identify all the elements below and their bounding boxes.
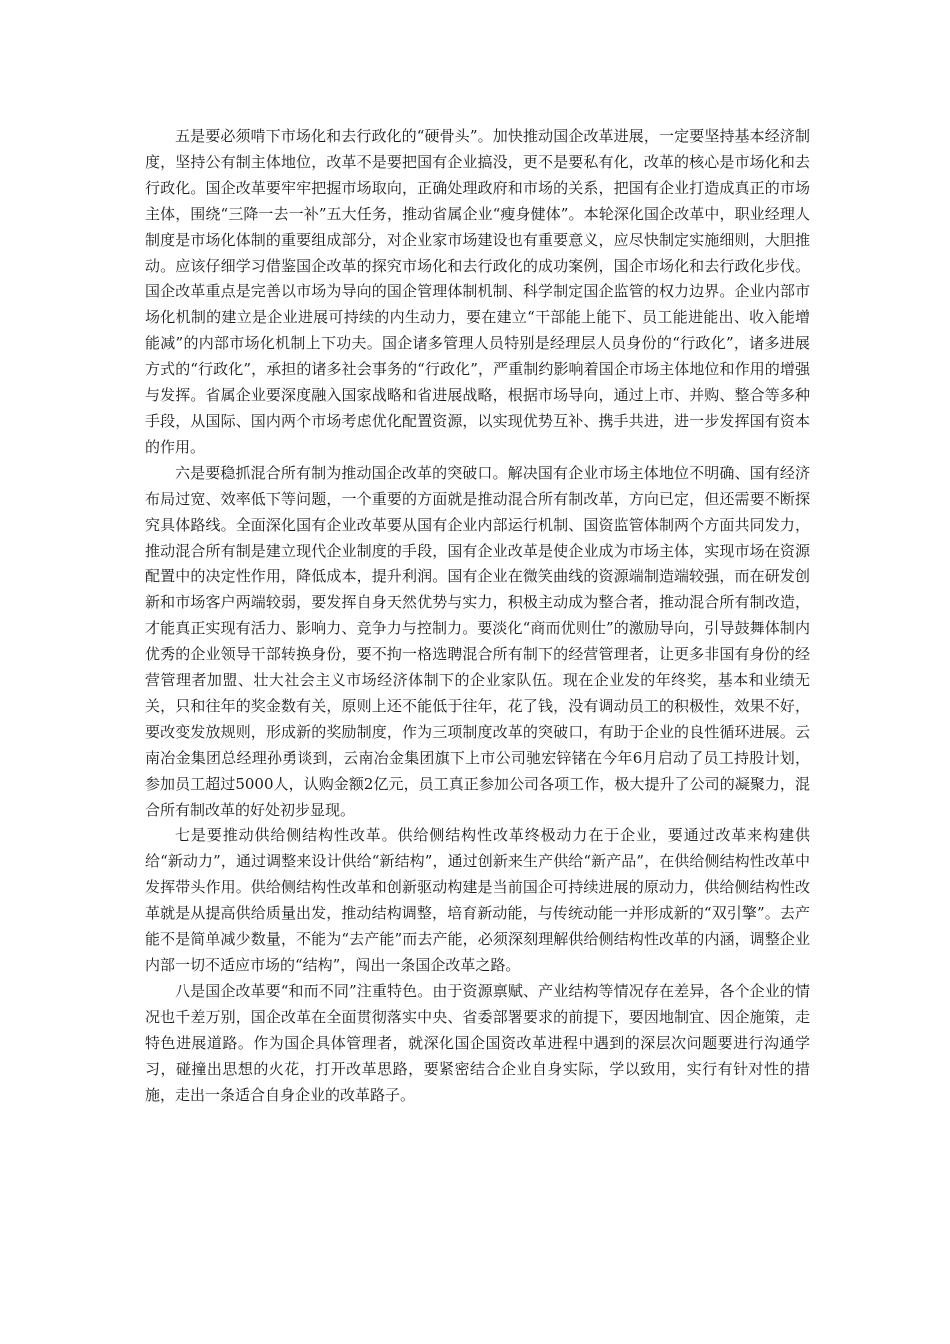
- document-body: [145, 124, 810, 1108]
- paragraph-six: 六是要稳抓混合所有制为推动国企改革的突破口。解决国有企业市场主体地位不明确、国有经济布局过宽、效率低下等问题，一个重要的方面就是推动混合所有制改革，方向已定，但还需要不断探究具体路线。全面深化国有企业改革要从国有企业内部运行机制、国资监管体制两个方面共同发力，推动混合所有制是建立现代企业制度的手段，国有企业改革是使企业成为市场主体，实现市场在资源配置中的决定性作用，降低成本，提升利润。国有企业在微笑曲线的资源端制造端较强，而在研发创新和市场客户两端较弱，要发挥自身天然优势与实力，积极主动成为整合者，推动混合所有制改造，才能真正实现有活力、影响力、竞争力与控制力。要淡化“商而优则仕”的激励导向，引导鼓舞体制内优秀的企业领导干部转换身份，要不拘一格选聘混合所有制下的经营管理者，让更多非国有身份的经营管理者加盟、壮大社会主义市场经济体制下的企业家队伍。现在企业发的年终奖，基本和业绩无关，只和往年的奖金数有关，原则上还不能低于往年，花了钱，没有调动员工的积极性，效果不好，要改变发放规则，形成新的奖励制度，作为三项制度改革的突破口，有助于企业的良性循环进展。云南冶金集团总经理孙勇谈到，云南冶金集团旗下上市公司驰宏锌锗在今年6月启动了员工持股计划，参加员工超过5000人，认购金额2亿元，员工真正参加公司各项工作，极大提升了公司的凝聚力，混合所有制改革的好处初步显现。: [145, 463, 810, 819]
- paragraph-eight: 八是国企改革要“和而不同”注重特色。由于资源禀赋、产业结构等情况存在差异，各个企业的情况也千差万别，国企改革在全面贯彻落实中央、省委部署要求的前提下，要因地制宜、因企施策，走特色进展道路。作为国企具体管理者，就深化国企国资改革进程中遇到的深层次问题要进行沟通学习，碰撞出思想的火花，打开改革思路，要紧密结合企业自身实际，学以致用，实行有针对性的措施，走出一条适合自身企业的改革路子。: [145, 981, 810, 1104]
- paragraph-five: 五是要必须啃下市场化和去行政化的“硬骨头”。加快推动国企改革进展，一定要坚持基本经济制度，坚持公有制主体地位，改革不是要把国有企业搞没，更不是要私有化，改革的核心是市场化和去行政化。国企改革要牢牢把握市场取向，正确处理政府和市场的关系，把国有企业打造成真正的市场主体，围绕“三降一去一补”五大任务，推动省属企业“瘦身健体”。本轮深化国企改革中，职业经理人制度是市场化体制的重要组成部分，对企业家市场建设也有重要意义，应尽快制定实施细则，大胆推动。应该仔细学习借鉴国企改革的探究市场化和去行政化的成功案例，国企市场化和去行政化步伐。国企改革重点是完善以市场为导向的国企管理体制机制、科学制定国企监管的权力边界。企业内部市场化机制的建立是企业进展可持续的内生动力，要在建立“干部能上能下、员工能进能出、收入能增能减”的内部市场化机制上下功夫。国企诸多管理人员特别是经理层人员身份的“行政化”，诸多进展方式的“行政化”，承担的诸多社会事务的“行政化”，严重制约影响着国企市场主体地位和作用的增强与发挥。省属企业要深度融入国家战略和省进展战略，根据市场导向，通过上市、并购、整合等多种手段，从国际、国内两个市场考虑优化配置资源，以实现优势互补、携手共进，进一步发挥国有资本的作用。: [145, 127, 810, 456]
- paragraph-seven: 七是要推动供给侧结构性改革。供给侧结构性改革终极动力在于企业，要通过改革来构建供给“新动力”，通过调整来设计供给“新结构”，通过创新来生产供给“新产品”，在供给侧结构性改革中发挥带头作用。供给侧结构性改革和创新驱动构建是当前国企可持续进展的原动力，供给侧结构性改革就是从提高供给质量出发，推动结构调整，培育新动能，与传统动能一并形成新的“双引擎”。去产能不是简单减少数量，不能为“去产能”而去产能，必须深刻理解供给侧结构性改革的内涵，调整企业内部一切不适应市场的“结构”，闯出一条国企改革之路。: [145, 826, 810, 974]
